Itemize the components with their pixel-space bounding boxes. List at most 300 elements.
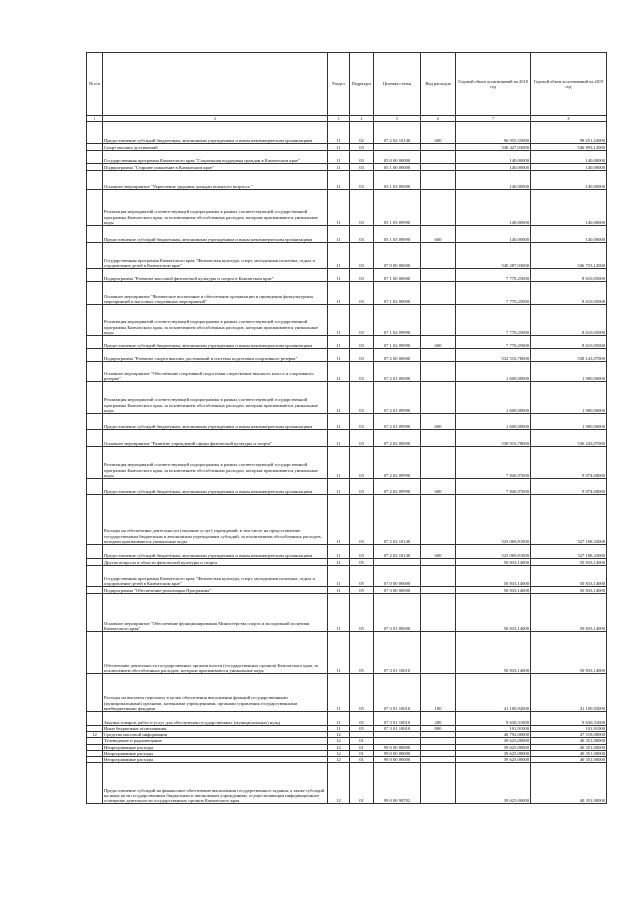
- row-podrazdel: 03: [350, 269, 374, 282]
- row-razdel: 12: [328, 750, 350, 756]
- row-target-article: [374, 559, 421, 566]
- row-podrazdel: 03: [350, 479, 374, 495]
- row-razdel: 11: [328, 269, 350, 282]
- row-name: Государственная программа Камчатского края "Физическая культура, спорт, молодежная политика, отдых и оздоровление детей в Камчатском крае": [103, 566, 328, 587]
- row-razdel: 11: [328, 164, 350, 171]
- table-row: [87, 336, 607, 349]
- row-name: Расходы на обеспечение деятельности (оказание услуг) учреждений, в том числе на предоставление государственным бюджетным и автономным учреждениям субсидий, за исключением обособленных расходов, которым присваиваются уникальные коды: [103, 495, 328, 545]
- column-index: 8: [531, 116, 607, 122]
- row-razdel: 11: [328, 336, 350, 349]
- row-number: [87, 674, 103, 712]
- table-row: [87, 674, 607, 712]
- row-target-article: 07 3 00 00000: [374, 587, 421, 594]
- row-amount-2018: 39 625,00000: [456, 757, 531, 763]
- row-podrazdel: 03: [350, 282, 374, 305]
- row-number: [87, 362, 103, 382]
- row-number: [87, 594, 103, 632]
- table-row: [87, 305, 607, 336]
- column-index: 3: [328, 116, 350, 122]
- row-amount-2018: 101,91000: [456, 726, 531, 732]
- row-expense-type: [421, 144, 456, 151]
- row-amount-2019: 536 243,07000: [531, 430, 607, 447]
- row-razdel: 11: [328, 587, 350, 594]
- row-amount-2019: 1 900,00000: [531, 362, 607, 382]
- row-razdel: 12: [328, 738, 350, 744]
- row-expense-type: [421, 447, 456, 479]
- row-amount-2019: 140,00000: [531, 171, 607, 190]
- row-amount-2018: 530 916,78000: [456, 430, 531, 447]
- row-expense-type: 200: [421, 712, 456, 726]
- row-amount-2018: 532 516,78000: [456, 349, 531, 362]
- row-number: [87, 243, 103, 269]
- header-amount-2018: Годовой объем ассигнований на 2018 год: [456, 53, 531, 116]
- header-name: [103, 53, 328, 116]
- row-podrazdel: 03: [350, 171, 374, 190]
- table-row: [87, 171, 607, 190]
- row-target-article: 07 2 01 09990: [374, 382, 421, 414]
- table-row: [87, 447, 607, 479]
- row-podrazdel: 03: [350, 151, 374, 164]
- row-razdel: 11: [328, 726, 350, 732]
- row-amount-2019: 40 351,00000: [531, 738, 607, 744]
- table-row: [87, 382, 607, 414]
- row-amount-2018: 1 600,00000: [456, 362, 531, 382]
- row-amount-2019: 9 630,31000: [531, 712, 607, 726]
- row-target-article: 07 2 00 00000: [374, 349, 421, 362]
- row-expense-type: 600: [421, 122, 456, 144]
- row-target-article: 05 1 03 09990: [374, 190, 421, 226]
- table-row: [87, 559, 607, 566]
- row-podrazdel: 03: [350, 545, 374, 559]
- row-amount-2018: 7 770,25000: [456, 282, 531, 305]
- row-expense-type: 100: [421, 674, 456, 712]
- row-name: Предоставление субсидий бюджетным, автономным учреждениям и иным некоммерческим организациям: [103, 226, 328, 243]
- row-amount-2019: 40 351,00000: [531, 763, 607, 804]
- row-amount-2019: 101,91000: [531, 726, 607, 732]
- row-amount-2019: 8 610,05000: [531, 282, 607, 305]
- row-podrazdel: 03: [350, 226, 374, 243]
- row-name: Средства массовой информации: [103, 732, 328, 738]
- table-row: [87, 545, 607, 559]
- table-row: [87, 479, 607, 495]
- row-target-article: 07 3 01 10010: [374, 726, 421, 732]
- row-expense-type: [421, 349, 456, 362]
- row-name: Реализация мероприятий соответствующей подпрограммы в рамках соответствующей государственной программы Камчатского края, за исключением обособленных расходов, которым присваиваются уникальные коды: [103, 447, 328, 479]
- column-index: 1: [87, 116, 103, 122]
- row-amount-2019: 50 833,14000: [531, 594, 607, 632]
- row-razdel: 12: [328, 744, 350, 750]
- row-expense-type: 600: [421, 479, 456, 495]
- row-amount-2019: 40 351,00000: [531, 757, 607, 763]
- row-target-article: 05 0 00 00000: [374, 151, 421, 164]
- row-amount-2018: 140,00000: [456, 171, 531, 190]
- row-razdel: 12: [328, 763, 350, 804]
- row-name: Обеспечение деятельности государственных органов власти (государственных органов) Камчатского края, за исключением обособленных расходов, которым присваиваются уникальные коды: [103, 632, 328, 674]
- row-amount-2018: 140,00000: [456, 164, 531, 171]
- row-amount-2018: 7 770,25000: [456, 336, 531, 349]
- row-amount-2019: 8 610,05000: [531, 305, 607, 336]
- row-podrazdel: 03: [350, 243, 374, 269]
- row-target-article: 07 3 01 00000: [374, 594, 421, 632]
- row-expense-type: [421, 362, 456, 382]
- row-name: Государственная программа Камчатского края "Физическая культура, спорт, молодежная политика, отдых и оздоровление детей в Камчатском крае": [103, 243, 328, 269]
- row-amount-2018: 39 625,00000: [456, 744, 531, 750]
- row-target-article: 99 0 00 00000: [374, 757, 421, 763]
- row-number: [87, 712, 103, 726]
- row-expense-type: 600: [421, 545, 456, 559]
- row-amount-2018: 7 846,97000: [456, 479, 531, 495]
- table-header-row: [87, 53, 607, 116]
- row-expense-type: [421, 430, 456, 447]
- row-name: Основное мероприятие "Развитие учреждений сферы физической культуры и спорта": [103, 430, 328, 447]
- row-target-article: 07 1 02 09990: [374, 336, 421, 349]
- row-number: [87, 559, 103, 566]
- header-amount-2019: Годовой объем ассигнований на 2019 год: [531, 53, 607, 116]
- row-amount-2018: 50 833,14000: [456, 559, 531, 566]
- row-razdel: 11: [328, 226, 350, 243]
- table-row: [87, 122, 607, 144]
- row-name: Предоставление субсидий бюджетным, автономным учреждениям и иным некоммерческим организациям: [103, 479, 328, 495]
- budget-table: [86, 52, 607, 804]
- table-row: [87, 282, 607, 305]
- row-amount-2018: 523 069,81000: [456, 495, 531, 545]
- row-name: Предоставление субсидий бюджетным, автономным учреждениям и иным некоммерческим организациям: [103, 122, 328, 144]
- row-target-article: 07 3 01 10010: [374, 674, 421, 712]
- header-num: № п/п: [87, 53, 103, 116]
- row-podrazdel: 05: [350, 674, 374, 712]
- table-row: [87, 243, 607, 269]
- row-name: Непрограммные расходы: [103, 744, 328, 750]
- row-razdel: 11: [328, 151, 350, 164]
- row-amount-2018: 140,00000: [456, 226, 531, 243]
- table-body: [87, 122, 607, 804]
- row-name: Подпрограмма "Обеспечение реализации Программы": [103, 587, 328, 594]
- row-podrazdel: 05: [350, 594, 374, 632]
- row-razdel: 11: [328, 282, 350, 305]
- row-target-article: 07 3 01 10010: [374, 712, 421, 726]
- row-expense-type: [421, 763, 456, 804]
- row-amount-2019: 40 351,00000: [531, 750, 607, 756]
- row-amount-2019: 527 168,43000: [531, 495, 607, 545]
- row-podrazdel: 03: [350, 447, 374, 479]
- row-number: [87, 305, 103, 336]
- row-target-article: 99 0 00 98702: [374, 763, 421, 804]
- row-number: [87, 587, 103, 594]
- header-target-article: Целевая статья: [374, 53, 421, 116]
- row-target-article: 07 2 01 09990: [374, 414, 421, 430]
- row-podrazdel: 03: [350, 362, 374, 382]
- row-podrazdel: 01: [350, 738, 374, 744]
- row-amount-2019: 538 143,07000: [531, 349, 607, 362]
- row-number: [87, 282, 103, 305]
- row-name: Иные бюджетные ассигнования: [103, 726, 328, 732]
- row-amount-2018: 540 287,03000: [456, 243, 531, 269]
- column-index: 5: [374, 116, 421, 122]
- row-number: [87, 151, 103, 164]
- table-row: [87, 430, 607, 447]
- row-expense-type: [421, 282, 456, 305]
- table-row: [87, 632, 607, 674]
- row-expense-type: [421, 164, 456, 171]
- row-target-article: 07 2 02 10140: [374, 122, 421, 144]
- row-expense-type: [421, 243, 456, 269]
- row-podrazdel: 01: [350, 757, 374, 763]
- row-amount-2018: 7 846,97000: [456, 447, 531, 479]
- row-razdel: 11: [328, 243, 350, 269]
- row-target-article: 07 2 01 00000: [374, 362, 421, 382]
- table-row: [87, 269, 607, 282]
- table-row: [87, 144, 607, 151]
- row-target-article: 07 2 02 10140: [374, 545, 421, 559]
- row-expense-type: [421, 594, 456, 632]
- row-amount-2019: 8 610,05000: [531, 269, 607, 282]
- row-podrazdel: 05: [350, 632, 374, 674]
- row-number: [87, 226, 103, 243]
- row-target-article: 99 0 00 00000: [374, 744, 421, 750]
- row-number: [87, 382, 103, 414]
- row-name: Телевидение и радиовещание: [103, 738, 328, 744]
- row-amount-2018: 523 069,81000: [456, 545, 531, 559]
- row-expense-type: [421, 587, 456, 594]
- row-number: [87, 122, 103, 144]
- row-amount-2018: 540 427,03000: [456, 144, 531, 151]
- row-amount-2019: 40 351,00000: [531, 744, 607, 750]
- row-name: Другие вопросы в области физической культуры и спорта: [103, 559, 328, 566]
- column-index: 6: [421, 116, 456, 122]
- row-target-article: 07 1 02 09990: [374, 305, 421, 336]
- row-amount-2019: 9 074,60000: [531, 479, 607, 495]
- row-target-article: 07 2 02 09990: [374, 447, 421, 479]
- row-amount-2019: 47 518,00000: [531, 732, 607, 738]
- row-razdel: 11: [328, 305, 350, 336]
- row-razdel: 11: [328, 430, 350, 447]
- row-name: Государственная программа Камчатского края "Социальная поддержка граждан в Камчатском крае": [103, 151, 328, 164]
- row-name: Закупка товаров, работ и услуг для обеспечения государственных (муниципальных) нужд: [103, 712, 328, 726]
- row-amount-2019: 50 833,14000: [531, 587, 607, 594]
- row-target-article: [374, 144, 421, 151]
- row-number: [87, 763, 103, 804]
- row-razdel: 11: [328, 447, 350, 479]
- row-razdel: 11: [328, 382, 350, 414]
- row-podrazdel: 03: [350, 349, 374, 362]
- row-number: [87, 545, 103, 559]
- row-amount-2018: 50 833,14000: [456, 566, 531, 587]
- row-name: Предоставление субсидий бюджетным, автономным учреждениям и иным некоммерческим организациям: [103, 336, 328, 349]
- row-expense-type: 600: [421, 336, 456, 349]
- row-amount-2018: 96 955,55000: [456, 122, 531, 144]
- row-target-article: 07 2 02 10140: [374, 495, 421, 545]
- row-target-article: 07 1 02 00000: [374, 282, 421, 305]
- row-razdel: 11: [328, 545, 350, 559]
- row-razdel: 11: [328, 712, 350, 726]
- table-row: [87, 414, 607, 430]
- row-number: [87, 632, 103, 674]
- row-amount-2019: 8 610,05000: [531, 336, 607, 349]
- column-index: 4: [350, 116, 374, 122]
- row-amount-2018: 1 600,00000: [456, 414, 531, 430]
- row-podrazdel: 05: [350, 587, 374, 594]
- header-razdel: Раздел: [328, 53, 350, 116]
- row-expense-type: 600: [421, 226, 456, 243]
- row-name: Реализация мероприятий соответствующей подпрограммы в рамках соответствующей государственной программы Камчатского края, за исключением обособленных расходов, которым присваиваются уникальные коды: [103, 305, 328, 336]
- row-razdel: 11: [328, 144, 350, 151]
- row-amount-2018: 46 792,00000: [456, 732, 531, 738]
- row-expense-type: 800: [421, 726, 456, 732]
- row-expense-type: [421, 566, 456, 587]
- budget-table-container: [86, 52, 606, 804]
- table-row: [87, 763, 607, 804]
- row-razdel: 11: [328, 122, 350, 144]
- row-target-article: 05 1 00 00000: [374, 164, 421, 171]
- row-expense-type: [421, 495, 456, 545]
- row-podrazdel: 05: [350, 712, 374, 726]
- row-target-article: 07 2 02 00000: [374, 430, 421, 447]
- row-amount-2019: 546 753,12000: [531, 243, 607, 269]
- row-amount-2018: 7 770,25000: [456, 305, 531, 336]
- row-target-article: 07 1 00 00000: [374, 269, 421, 282]
- row-number: [87, 479, 103, 495]
- row-name: Реализация мероприятий соответствующей подпрограммы в рамках соответствующей государственной программы Камчатского края, за исключением обособленных расходов, которым присваиваются уникальные коды: [103, 190, 328, 226]
- row-amount-2018: 39 625,00000: [456, 738, 531, 744]
- row-number: 12: [87, 732, 103, 738]
- row-amount-2019: 50 833,14000: [531, 632, 607, 674]
- row-amount-2018: 50 833,14000: [456, 632, 531, 674]
- row-name: Подпрограмма "Старшее поколение в Камчатском крае": [103, 164, 328, 171]
- header-podrazdel: Подраздел: [350, 53, 374, 116]
- row-expense-type: [421, 151, 456, 164]
- row-podrazdel: 01: [350, 763, 374, 804]
- header-expense-type: Вид расходов: [421, 53, 456, 116]
- table-row: [87, 566, 607, 587]
- column-index: 2: [103, 116, 328, 122]
- row-target-article: 07 0 00 00000: [374, 566, 421, 587]
- row-name: Основное мероприятие "Физическое воспитание и обеспечение организации и проведения физкультурных мероприятий и массовых спортивных мероприятий": [103, 282, 328, 305]
- row-expense-type: [421, 305, 456, 336]
- table-row: [87, 495, 607, 545]
- row-podrazdel: 03: [350, 144, 374, 151]
- row-amount-2019: 1 900,00000: [531, 414, 607, 430]
- row-amount-2019: 140,00000: [531, 190, 607, 226]
- table-row: [87, 349, 607, 362]
- row-podrazdel: 03: [350, 414, 374, 430]
- row-razdel: 11: [328, 594, 350, 632]
- row-name: Основное мероприятие "Укрепление здоровья граждан пожилого возраста ": [103, 171, 328, 190]
- row-number: [87, 144, 103, 151]
- row-name: Подпрограмма "Развитие массовой физической культуры и спорта в Камчатском крае": [103, 269, 328, 282]
- row-amount-2018: 140,00000: [456, 190, 531, 226]
- row-expense-type: [421, 190, 456, 226]
- row-podrazdel: 03: [350, 495, 374, 545]
- row-razdel: 11: [328, 349, 350, 362]
- row-amount-2018: 41 100,92000: [456, 674, 531, 712]
- row-amount-2019: 9 074,60000: [531, 447, 607, 479]
- row-expense-type: [421, 171, 456, 190]
- row-target-article: 07 2 02 09990: [374, 479, 421, 495]
- row-expense-type: 600: [421, 414, 456, 430]
- column-index: 7: [456, 116, 531, 122]
- row-razdel: 11: [328, 414, 350, 430]
- row-razdel: 11: [328, 559, 350, 566]
- row-amount-2018: 1 600,00000: [456, 382, 531, 414]
- row-amount-2019: 140,00000: [531, 226, 607, 243]
- row-podrazdel: 03: [350, 430, 374, 447]
- row-amount-2018: 9 630,31000: [456, 712, 531, 726]
- row-amount-2019: 140,00000: [531, 164, 607, 171]
- row-podrazdel: 02: [350, 122, 374, 144]
- row-podrazdel: 05: [350, 559, 374, 566]
- table-row: [87, 362, 607, 382]
- row-target-article: 05 1 03 09990: [374, 226, 421, 243]
- row-number: [87, 430, 103, 447]
- row-number: [87, 414, 103, 430]
- table-row: [87, 190, 607, 226]
- row-number: [87, 495, 103, 545]
- row-target-article: 99 0 00 00000: [374, 750, 421, 756]
- row-amount-2018: 140,00000: [456, 151, 531, 164]
- row-number: [87, 190, 103, 226]
- row-podrazdel: 03: [350, 382, 374, 414]
- row-razdel: 12: [328, 757, 350, 763]
- row-name: Основное мероприятие "Обеспечение функционирования Министерства спорта и молодежной политики Камчатского края": [103, 594, 328, 632]
- row-razdel: 11: [328, 362, 350, 382]
- row-amount-2019: 140,00000: [531, 151, 607, 164]
- row-name: Подпрограмма "Развитие спорта высших достижений и системы подготовки спортивного резерва": [103, 349, 328, 362]
- row-name: Непрограммные расходы: [103, 757, 328, 763]
- row-number: [87, 566, 103, 587]
- table-row: [87, 587, 607, 594]
- row-podrazdel: 01: [350, 750, 374, 756]
- table-row: [87, 151, 607, 164]
- row-amount-2019: 50 833,14000: [531, 559, 607, 566]
- row-name: Основное мероприятие "Обеспечение спортивной подготовки спортсменов высокого класса и спортивного резерва": [103, 362, 328, 382]
- row-number: [87, 349, 103, 362]
- row-podrazdel: 05: [350, 726, 374, 732]
- row-amount-2019: 50 833,14000: [531, 566, 607, 587]
- row-razdel: 12: [328, 732, 350, 738]
- table-row: [87, 164, 607, 171]
- row-target-article: 05 1 03 00000: [374, 171, 421, 190]
- row-podrazdel: 03: [350, 336, 374, 349]
- row-number: [87, 171, 103, 190]
- row-amount-2018: 50 833,14000: [456, 587, 531, 594]
- row-podrazdel: 03: [350, 305, 374, 336]
- table-row: [87, 226, 607, 243]
- row-razdel: 11: [328, 171, 350, 190]
- row-razdel: 11: [328, 479, 350, 495]
- row-name: Предоставление субсидий бюджетным, автономным учреждениям и иным некоммерческим организациям: [103, 545, 328, 559]
- row-podrazdel: 03: [350, 190, 374, 226]
- row-amount-2018: 39 625,00000: [456, 763, 531, 804]
- row-number: [87, 447, 103, 479]
- row-expense-type: [421, 382, 456, 414]
- row-name: Расходы на выплаты персоналу в целях обеспечения выполнения функций государственными (муниципальными) органами, казенными учреждениями, органами управления государственными внебюджетными фондами: [103, 674, 328, 712]
- row-expense-type: [421, 269, 456, 282]
- row-razdel: 11: [328, 190, 350, 226]
- row-number: [87, 164, 103, 171]
- row-expense-type: [421, 559, 456, 566]
- row-name: Спорт высших достижений: [103, 144, 328, 151]
- table-row: [87, 712, 607, 726]
- row-target-article: 07 0 00 00000: [374, 243, 421, 269]
- row-podrazdel: 03: [350, 164, 374, 171]
- row-podrazdel: 05: [350, 566, 374, 587]
- row-name: Предоставление субсидий на финансовое обеспечение выполнения государственного задания, а также субсидий на иные цели государственным бюджетным и автономным учреждениям, осуществляющим информационное освещение деятельности государственных органов Камчатского края: [103, 763, 328, 804]
- row-amount-2019: 527 168,43000: [531, 545, 607, 559]
- row-name: Предоставление субсидий бюджетным, автономным учреждениям и иным некоммерческим организациям: [103, 414, 328, 430]
- row-amount-2019: 546 893,12000: [531, 144, 607, 151]
- row-expense-type: [421, 632, 456, 674]
- row-amount-2019: 98 251,24000: [531, 122, 607, 144]
